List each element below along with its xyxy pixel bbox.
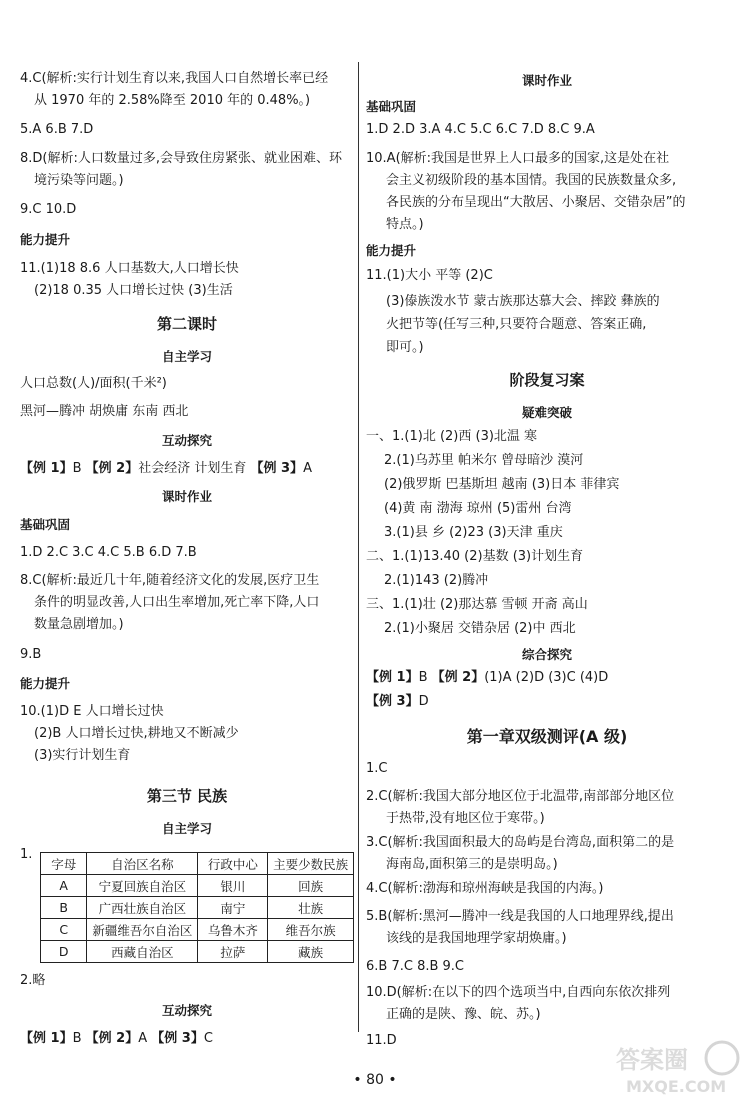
answer-line: 1.C [366, 761, 388, 776]
page-number: • 80 • [353, 1072, 397, 1088]
answer-line: 8.C(解析:最近几十年,随着经济文化的发展,医疗卫生 [20, 573, 320, 588]
table-header: 字母 [41, 853, 87, 875]
answer-line: 11.(1)大小 平等 (2)C [366, 268, 493, 283]
answer-line: 二、1.(1)13.40 (2)基数 (3)计划生育 [366, 549, 584, 564]
answer-line: 该线的是我国地理学家胡焕庸。) [386, 931, 567, 946]
answer-line: 9.C 10.D [20, 202, 77, 217]
example-value: A [303, 461, 312, 476]
example-value: 社会经济 计划生育 [138, 461, 251, 476]
section-title: 第三节 民族 [146, 787, 228, 805]
table-cell: 西藏自治区 [87, 941, 198, 963]
example-tag: 【例 3】 [250, 461, 304, 476]
answer-line: 1.D 2.D 3.A 4.C 5.C 6.C 7.D 8.C 9.A [366, 122, 595, 137]
watermark-url: MXQE.COM [626, 1077, 727, 1096]
watermark-ring [706, 1042, 738, 1074]
table-header: 行政中心 [198, 853, 268, 875]
example-answers [366, 693, 429, 711]
table-header-row [41, 853, 354, 875]
table-cell: A [41, 875, 87, 897]
autonomous-region-table [40, 852, 354, 963]
example-tag: 【例 1】 [20, 461, 73, 476]
answer-line: 2.(1)乌苏里 帕米尔 曾母暗沙 漠河 [384, 453, 584, 468]
answer-line: 3.(1)县 乡 (2)23 (3)天津 重庆 [384, 525, 563, 540]
answer-line: 9.B [20, 647, 42, 662]
answer-line: 一、1.(1)北 (2)西 (3)北温 寒 [366, 429, 538, 444]
section-heading: 能力提升 [20, 676, 71, 691]
table-row [41, 875, 354, 897]
watermark-text: 答案圈 [616, 1046, 688, 1074]
answer-line: 5.A 6.B 7.D [20, 122, 94, 137]
answer-line: 条件的明显改善,人口出生率增加,死亡率下降,人口 [34, 595, 320, 610]
example-value: C [203, 1031, 213, 1046]
table-row [41, 941, 354, 963]
example-value: B [72, 461, 86, 476]
example-value: A [138, 1031, 152, 1046]
table-row [41, 919, 354, 941]
answer-line: (3)实行计划生育 [34, 748, 131, 763]
table-cell: 维吾尔族 [268, 919, 354, 941]
example-value: D [418, 694, 429, 709]
table-row [41, 897, 354, 919]
table-cell: 乌鲁木齐 [198, 919, 268, 941]
answer-line: (3)傣族泼水节 蒙古族那达慕大会、摔跤 彝族的 [386, 294, 660, 309]
table-cell: D [41, 941, 87, 963]
section-heading: 自主学习 [161, 821, 212, 836]
table-header: 自治区名称 [87, 853, 198, 875]
answer-line: 境污染等问题。) [34, 173, 124, 188]
answer-line: 2.略 [20, 973, 46, 988]
answer-line: 10.A(解析:我国是世界上人口最多的国家,这是处在社 [366, 151, 670, 166]
example-tag: 【例 1】 [20, 1031, 73, 1046]
example-tag: 【例 3】 [366, 694, 419, 709]
answer-line: 2.(1)143 (2)腾冲 [384, 573, 489, 588]
table-cell: B [41, 897, 87, 919]
answer-line: 于热带,没有地区位于寒带。) [386, 811, 545, 826]
answer-line: 11.(1)18 8.6 人口基数大,人口增长快 [20, 261, 239, 276]
section-heading: 能力提升 [20, 232, 71, 247]
answer-line: 各民族的分布呈现出“大散居、小聚居、交错杂居”的 [386, 195, 686, 210]
table-cell: 宁夏回族自治区 [87, 875, 198, 897]
section-heading: 综合探究 [521, 647, 572, 662]
answer-line: 4.C(解析:实行计划生育以来,我国人口自然增长率已经 [20, 71, 329, 86]
answer-line: 5.B(解析:黑河—腾冲一线是我国的人口地理界线,提出 [366, 909, 674, 924]
table-cell: 藏族 [268, 941, 354, 963]
example-answers [20, 1030, 213, 1048]
answer-line: 特点。) [386, 217, 424, 232]
section-heading: 基础巩固 [20, 517, 71, 532]
section-heading: 自主学习 [161, 349, 212, 364]
section-heading: 能力提升 [366, 243, 417, 258]
section-heading: 互动探究 [161, 1003, 212, 1018]
answer-line: 即可。) [386, 340, 424, 355]
example-tag: 【例 2】 [431, 670, 485, 685]
watermark-logo [612, 1036, 742, 1098]
section-heading: 课时作业 [161, 489, 212, 504]
answer-line: 海南岛,面积第三的是崇明岛。) [386, 857, 558, 872]
example-answers [20, 460, 312, 478]
answer-line: 1.D 2.C 3.C 4.C 5.B 6.D 7.B [20, 545, 197, 560]
example-tag: 【例 1】 [366, 670, 419, 685]
answer-line: 从 1970 年的 2.58%降至 2010 年的 0.48%。) [34, 93, 311, 108]
answer-line: (2)B 人口增长过快,耕地又不断减少 [34, 726, 239, 741]
answer-line: 会主义初级阶段的基本国情。我国的民族数量众多, [386, 173, 677, 188]
question-number: 1. [20, 847, 33, 862]
answer-line: 黑河—腾冲 胡焕庸 东南 西北 [20, 404, 189, 419]
example-answers [366, 669, 608, 687]
table-cell: 广西壮族自治区 [87, 897, 198, 919]
column-divider [358, 62, 359, 1032]
review-title: 阶段复习案 [509, 371, 585, 389]
table-cell: 拉萨 [198, 941, 268, 963]
table-cell: 银川 [198, 875, 268, 897]
section-heading: 课时作业 [521, 73, 572, 88]
example-tag: 【例 3】 [151, 1031, 204, 1046]
section-heading: 疑难突破 [521, 405, 572, 420]
lesson-title: 第二课时 [156, 315, 217, 333]
answer-line: 人口总数(人)/面积(千米²) [20, 376, 167, 391]
example-tag: 【例 2】 [85, 1031, 139, 1046]
table-cell: 壮族 [268, 897, 354, 919]
answer-line: 10.(1)D E 人口增长过快 [20, 704, 164, 719]
answer-line: 3.C(解析:我国面积最大的岛屿是台湾岛,面积第二的是 [366, 835, 675, 850]
answer-line: 8.D(解析:人口数量过多,会导致住房紧张、就业困难、环 [20, 151, 342, 166]
answer-line: (2)俄罗斯 巴基斯坦 越南 (3)日本 菲律宾 [384, 477, 620, 492]
table-cell: C [41, 919, 87, 941]
table-cell: 南宁 [198, 897, 268, 919]
answer-line: 数量急剧增加。) [34, 617, 124, 632]
section-heading: 互动探究 [161, 433, 212, 448]
section-heading: 基础巩固 [366, 99, 417, 114]
test-title: 第一章双级测评(A 级) [466, 727, 628, 746]
answer-line: (4)黄 南 渤海 琼州 (5)雷州 台湾 [384, 501, 572, 516]
answer-line: 10.D(解析:在以下的四个选项当中,自西向东依次排列 [366, 985, 671, 1000]
answer-line: 11.D [366, 1033, 397, 1048]
answer-line: 火把节等(任写三种,只要符合题意、答案正确, [386, 317, 647, 332]
example-tag: 【例 2】 [85, 461, 139, 476]
answer-line: 4.C(解析:渤海和琼州海峡是我国的内海。) [366, 881, 604, 896]
table-header: 主要少数民族 [268, 853, 354, 875]
example-value: B [418, 670, 432, 685]
example-value: B [72, 1031, 86, 1046]
answer-line: (2)18 0.35 人口增长过快 (3)生活 [34, 283, 233, 298]
table-cell: 新疆维吾尔自治区 [87, 919, 198, 941]
example-value: (1)A (2)D (3)C (4)D [484, 670, 609, 685]
answer-line: 2.C(解析:我国大部分地区位于北温带,南部部分地区位 [366, 789, 675, 804]
answer-line: 2.(1)小聚居 交错杂居 (2)中 西北 [384, 621, 576, 636]
answer-line: 6.B 7.C 8.B 9.C [366, 959, 465, 974]
table-cell: 回族 [268, 875, 354, 897]
answer-line: 正确的是陕、豫、皖、苏。) [386, 1007, 541, 1022]
answer-line: 三、1.(1)壮 (2)那达慕 雪顿 开斋 高山 [366, 597, 588, 612]
